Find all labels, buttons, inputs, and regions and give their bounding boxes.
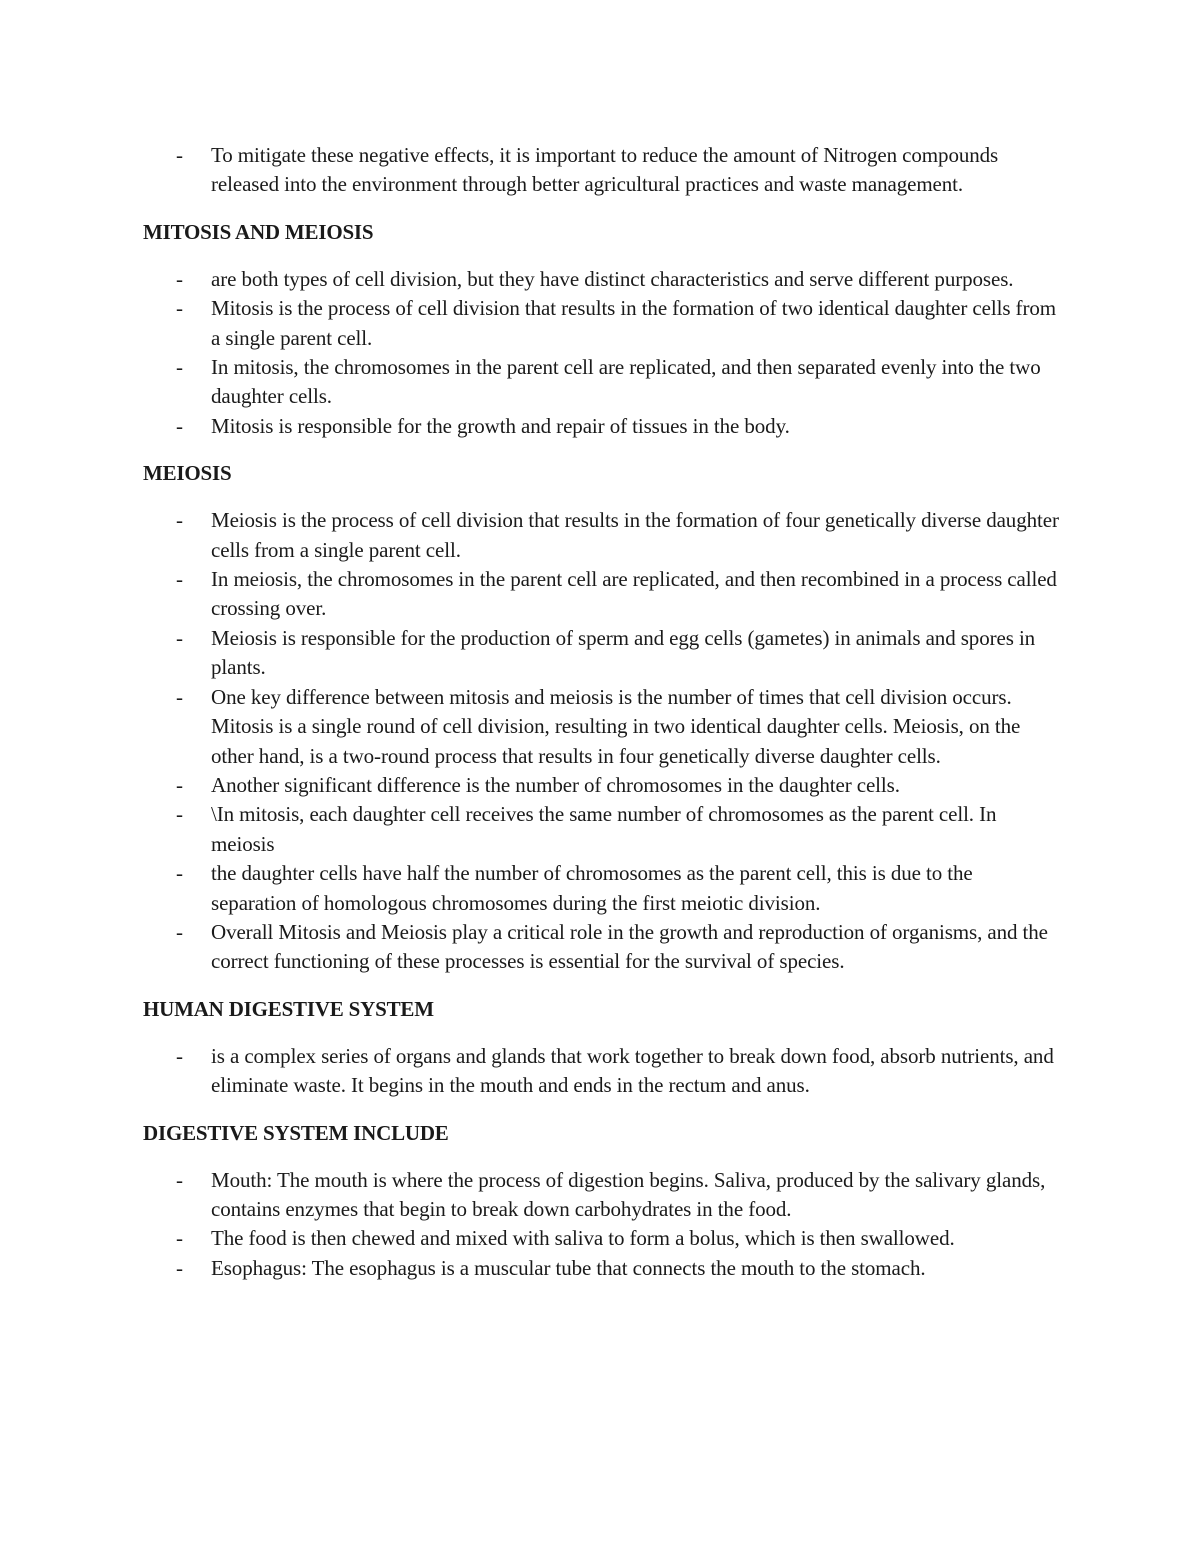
list-item	[143, 506, 1060, 565]
list-item-text: Mouth: The mouth is where the process of digestion begins. Saliva, produced by the salivary glands, contains enzymes that begin to break down carbohydrates in the food.	[211, 1167, 1046, 1221]
list-item	[143, 1166, 1060, 1225]
bullet-dash: -	[176, 1226, 183, 1251]
list-item	[143, 859, 1060, 918]
list-item	[143, 141, 1060, 200]
bullet-list	[143, 1042, 1060, 1101]
list-item-text: Meiosis is responsible for the production of sperm and egg cells (gametes) in animals and spores in plants.	[211, 625, 1036, 680]
list-item-text: Mitosis is responsible for the growth and repair of tissues in the body.	[211, 413, 790, 438]
bullet-dash: -	[176, 296, 183, 321]
section-heading: DIGESTIVE SYSTEM INCLUDE	[143, 1120, 449, 1145]
section-heading: MITOSIS AND MEIOSIS	[143, 219, 374, 244]
list-item-text: Meiosis is the process of cell division that results in the formation of four genetically diverse daughter cells from a single parent cell.	[211, 508, 1059, 562]
section-meiosis	[143, 459, 1060, 977]
bullet-dash: -	[176, 266, 183, 291]
bullet-dash: -	[176, 861, 183, 886]
section-digestive-system-include	[143, 1119, 1060, 1284]
list-item-text: \In mitosis, each daughter cell receives the same number of chromosomes as the parent cell. In meiosis	[211, 802, 997, 856]
list-item-text: To mitigate these negative effects, it is important to reduce the amount of Nitrogen compounds released into the environment through better agricultural practices and waste management.	[211, 143, 999, 197]
bullet-dash: -	[176, 1043, 183, 1068]
list-item	[143, 294, 1060, 353]
bullet-dash: -	[176, 772, 183, 797]
list-item	[143, 1224, 1060, 1253]
list-item-text: Another significant difference is the number of chromosomes in the daughter cells.	[211, 772, 900, 797]
bullet-dash: -	[176, 802, 183, 827]
list-item-text: are both types of cell division, but they have distinct characteristics and serve different purposes.	[211, 266, 1014, 291]
bullet-dash: -	[176, 625, 183, 650]
list-item	[143, 565, 1060, 624]
list-item-text: One key difference between mitosis and meiosis is the number of times that cell division occurs. Mitosis is a single round of cell division, resulting in two identical daughter cells. Meiosis, on the other hand, is a two-round process that results in four genetically diverse daughter cells.	[211, 684, 1021, 768]
bullet-dash: -	[176, 684, 183, 709]
list-item-text: The food is then chewed and mixed with saliva to form a bolus, which is then swallowed.	[211, 1226, 955, 1251]
bullet-list	[143, 506, 1060, 977]
bullet-dash: -	[176, 143, 183, 167]
bullet-dash: -	[176, 567, 183, 592]
list-item-text: Mitosis is the process of cell division that results in the formation of two identical daughter cells from a single parent cell.	[211, 296, 1056, 350]
list-item-text: In meiosis, the chromosomes in the parent cell are replicated, and then recombined in a process called crossing over.	[211, 567, 1057, 621]
list-item	[143, 800, 1060, 859]
section-mitosis-and-meiosis	[143, 218, 1060, 441]
list-item-text: is a complex series of organs and glands that work together to break down food, absorb nutrients, and eliminate waste. It begins in the mouth and ends in the rectum and anus.	[211, 1043, 1054, 1098]
intro-list	[143, 141, 1060, 200]
list-item	[143, 1042, 1060, 1101]
list-item	[143, 683, 1060, 771]
list-item	[143, 412, 1060, 441]
section-heading: HUMAN DIGESTIVE SYSTEM	[143, 996, 434, 1021]
bullet-dash: -	[176, 355, 183, 380]
section-human-digestive-system	[143, 995, 1060, 1101]
list-item-text: Overall Mitosis and Meiosis play a critical role in the growth and reproduction of organisms, and the correct functioning of these processes is essential for the survival of species.	[211, 919, 1048, 974]
list-item	[143, 1254, 1060, 1283]
list-item	[143, 771, 1060, 800]
bullet-dash: -	[176, 508, 183, 533]
list-item	[143, 918, 1060, 977]
list-item-text: the daughter cells have half the number of chromosomes as the parent cell, this is due to the separation of homologous chromosomes during the first meiotic division.	[211, 861, 973, 915]
bullet-dash: -	[176, 1255, 183, 1280]
list-item	[143, 353, 1060, 412]
section-heading: MEIOSIS	[143, 461, 232, 486]
bullet-dash: -	[176, 1167, 183, 1192]
bullet-list	[143, 1166, 1060, 1284]
list-item	[143, 265, 1060, 294]
list-item-text: Esophagus: The esophagus is a muscular tube that connects the mouth to the stomach.	[211, 1255, 926, 1280]
bullet-dash: -	[176, 413, 183, 438]
bullet-dash: -	[176, 919, 183, 944]
list-item-text: In mitosis, the chromosomes in the parent cell are replicated, and then separated evenly into the two daughter cells.	[211, 355, 1041, 409]
list-item	[143, 624, 1060, 683]
bullet-list	[143, 265, 1060, 441]
